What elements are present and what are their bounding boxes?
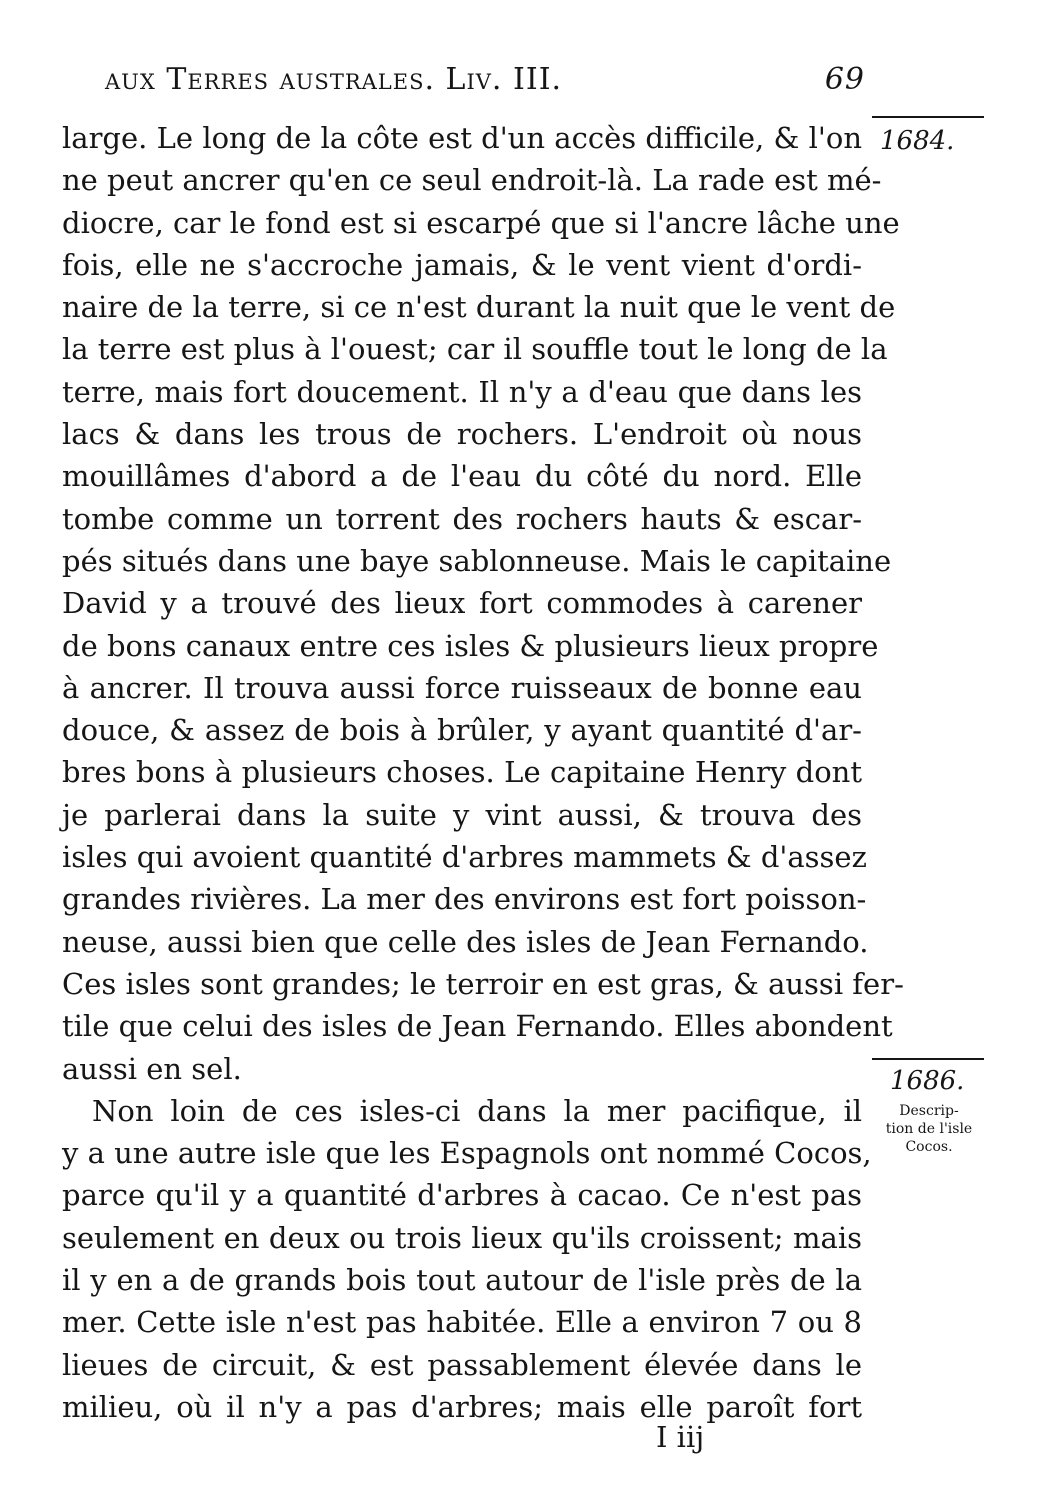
- running-title: aux Terres australes. Liv. III.: [105, 62, 563, 97]
- text-line: terre, mais fort doucement. Il n'y a d'eau que dans les: [62, 374, 862, 409]
- text-line: bres bons à plusieurs choses. Le capitaine Henry dont: [62, 755, 862, 790]
- margin-note-line: tion de l'isle: [885, 1121, 973, 1137]
- text-line: tombe comme un torrent des rochers hauts & escar-: [62, 501, 862, 536]
- text-line: Non loin de ces isles-ci dans la mer pacifique, il: [92, 1093, 862, 1128]
- text-line: de bons canaux entre ces isles & plusieurs lieux propre: [62, 628, 879, 663]
- text-line: lieues de circuit, & est passablement élevée dans le: [62, 1347, 862, 1382]
- body-text: [62, 117, 904, 1428]
- text-line: Ces isles sont grandes; le terroir en est gras, & aussi fer-: [62, 966, 904, 1001]
- margin-note-line: Cocos.: [905, 1139, 953, 1155]
- margin-year-1684: 1684.: [880, 126, 955, 156]
- text-line: la terre est plus à l'ouest; car il souffle tout le long de la: [62, 332, 888, 367]
- text-line: lacs & dans les trous de rochers. L'endroit où nous: [62, 417, 862, 452]
- text-line: tile que celui des isles de Jean Fernando. Elles abondent: [62, 1009, 893, 1044]
- signature-mark: I iij: [656, 1420, 705, 1454]
- text-line: large. Le long de la côte est d'un accès difficile, & l'on: [62, 121, 862, 155]
- text-line: douce, & assez de bois à brûler, y ayant quantité d'ar-: [62, 713, 862, 748]
- text-line: milieu, où il n'y a pas d'arbres; mais elle paroît fort: [62, 1389, 862, 1424]
- running-head: [105, 62, 865, 102]
- text-line: pés situés dans une baye sablonneuse. Mais le capitaine: [62, 543, 892, 578]
- text-line: fois, elle ne s'accroche jamais, & le vent vient d'ordi-: [62, 247, 862, 282]
- text-line: à ancrer. Il trouva aussi force ruisseaux de bonne eau: [62, 670, 862, 705]
- text-line: je parlerai dans la suite y vint aussi, & trouva des: [62, 797, 862, 832]
- text-line: naire de la terre, si ce n'est durant la nuit que le vent de: [62, 290, 896, 325]
- text-line: ne peut ancrer qu'en ce seul endroit-là. La rade est mé-: [62, 163, 882, 198]
- text-line: aussi en sel.: [62, 1051, 242, 1086]
- text-line: mer. Cette isle n'est pas habitée. Elle a environ 7 ou 8: [62, 1305, 862, 1340]
- text-line: isles qui avoient quantité d'arbres mammets & d'assez: [62, 840, 867, 875]
- text-line: parce qu'il y a quantité d'arbres à cacao. Ce n'est pas: [62, 1178, 862, 1213]
- text-line: David y a trouvé des lieux fort commodes à carener: [62, 586, 862, 621]
- text-line: seulement en deux ou trois lieux qu'ils croissent; mais: [62, 1220, 862, 1255]
- margin-year-1686: 1686.: [890, 1066, 965, 1096]
- margin-rule-top: [872, 116, 984, 118]
- text-line: y a une autre isle que les Espagnols ont nommé Cocos,: [62, 1136, 872, 1171]
- text-line: mouillâmes d'abord a de l'eau du côté du nord. Elle: [62, 459, 862, 494]
- text-line: grandes rivières. La mer des environs est fort poisson-: [62, 882, 867, 917]
- page-number: 69: [824, 62, 865, 97]
- margin-rule-bottom: [872, 1058, 984, 1060]
- margin-note: [868, 1102, 990, 1156]
- text-line: il y en a de grands bois tout autour de l'isle près de la: [62, 1263, 862, 1298]
- margin-note-line: Descrip-: [899, 1103, 959, 1119]
- text-line: neuse, aussi bien que celle des isles de Jean Fernando.: [62, 924, 869, 959]
- text-line: diocre, car le fond est si escarpé que si l'ancre lâche une: [62, 205, 900, 240]
